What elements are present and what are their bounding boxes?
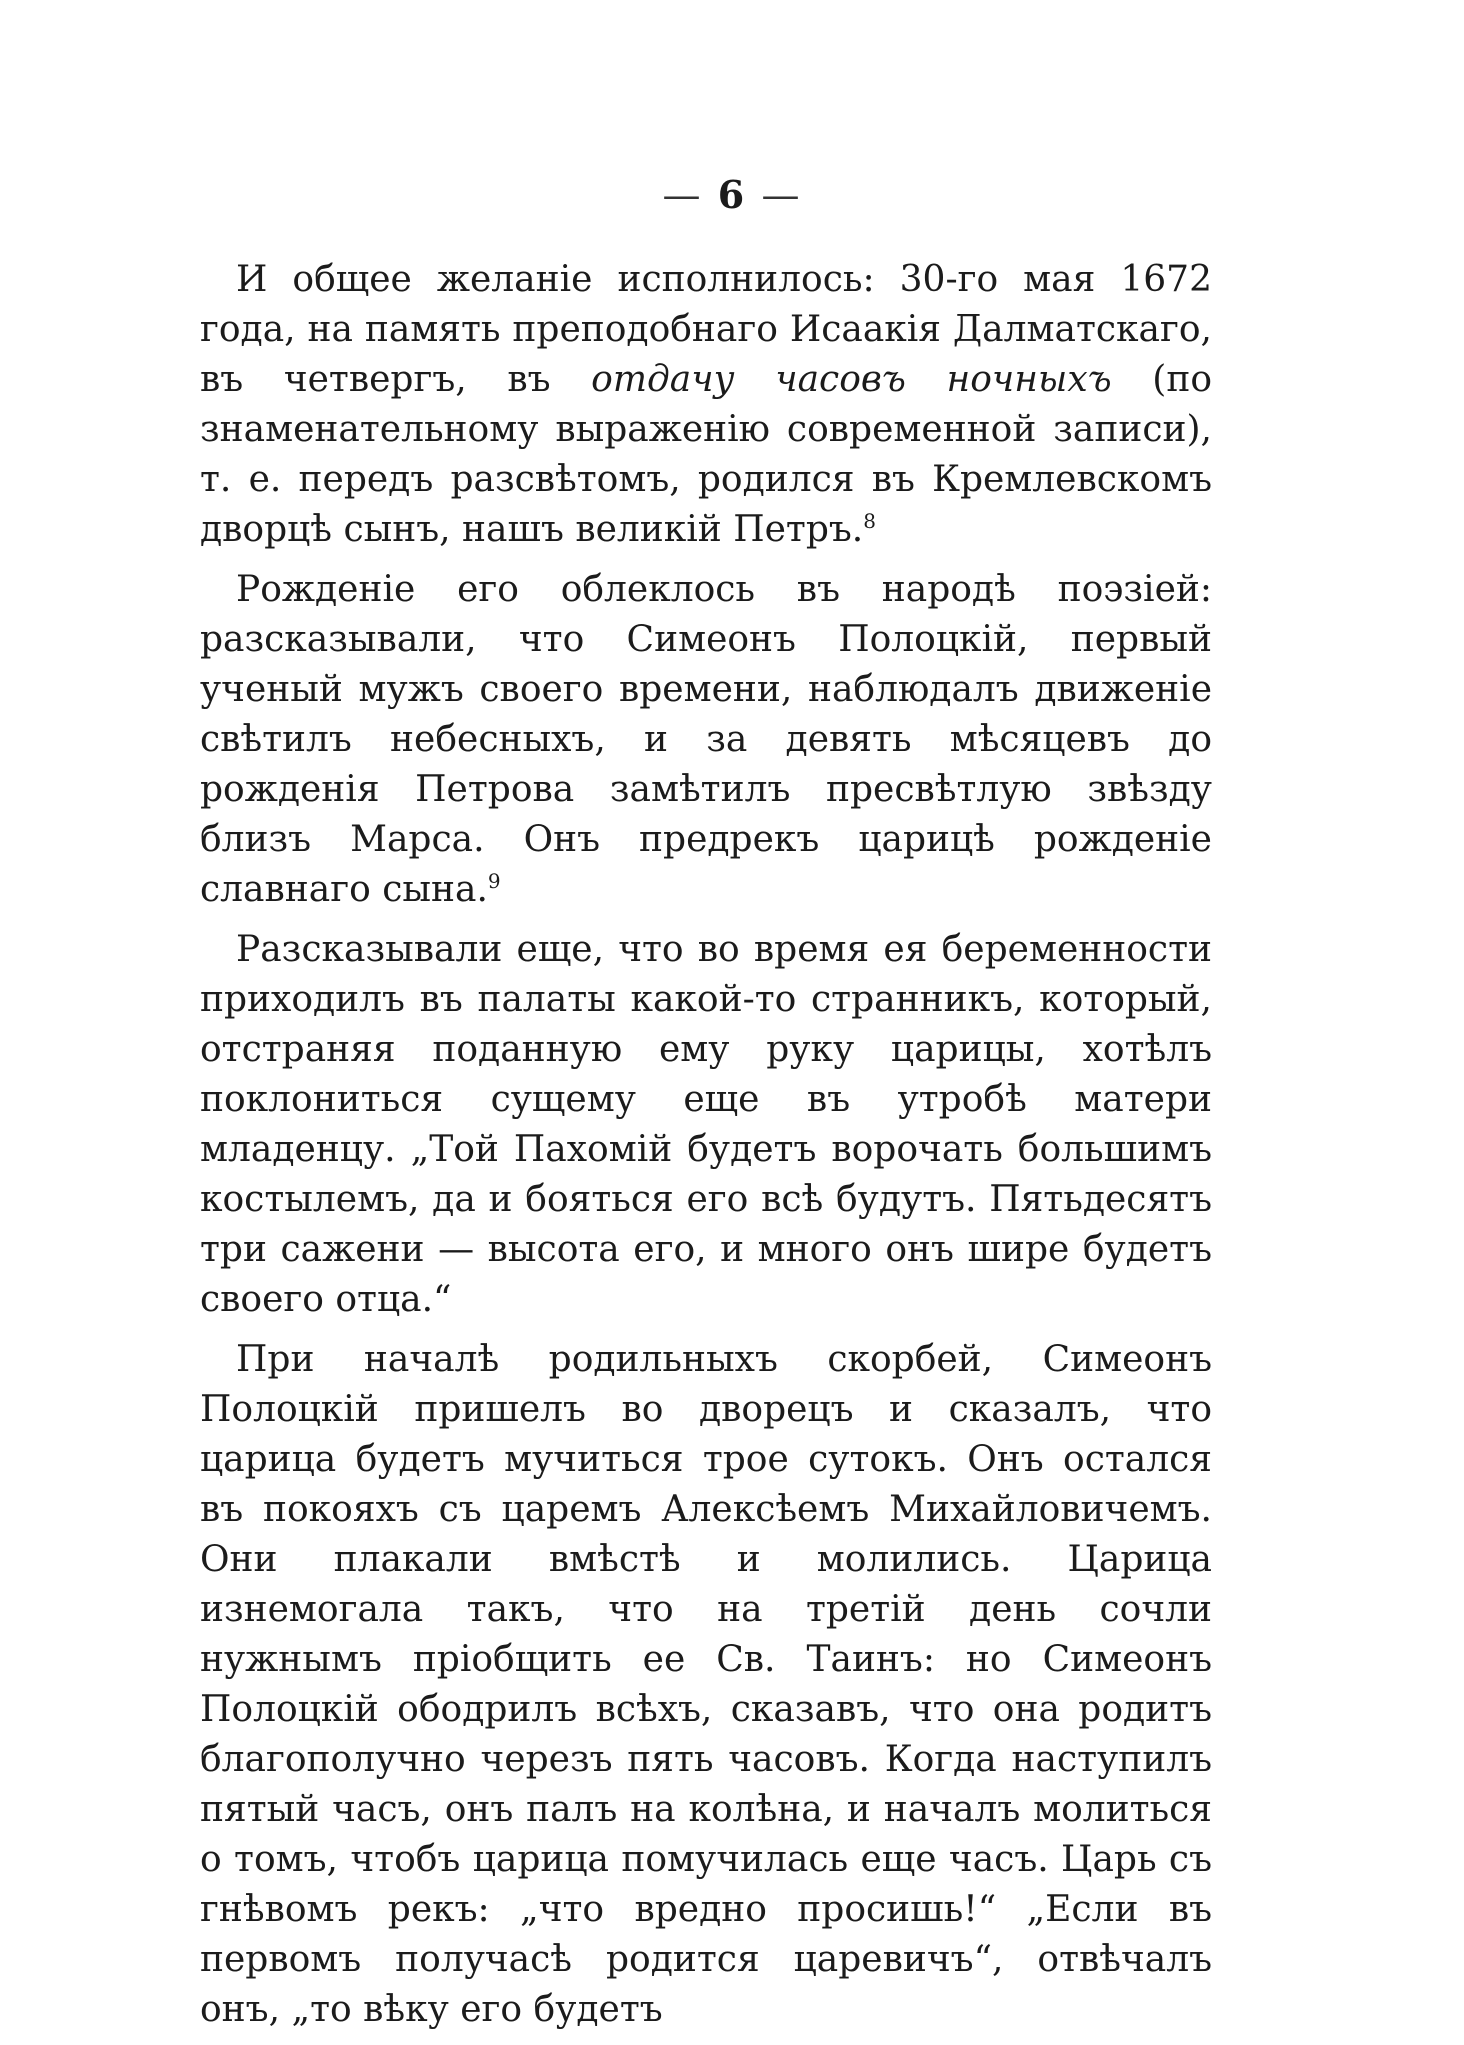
paragraph-2-text: Рожденіе его облеклось въ народѣ поэзіей: разсказывали, что Симеонъ Полоцкій, первый ученый мужъ своего времени, наблюдалъ движеніе свѣтилъ небесныхъ, и за девять мѣсяцевъ до рожденія Петрова замѣтилъ пресвѣтлую звѣзду близъ Марса. Онъ предрекъ царицѣ рожденіе славнаго сына. <box>200 569 1212 910</box>
paragraph-1-italic: отдачу часовъ ночныхъ <box>591 359 1112 400</box>
paragraph-3-text: Разсказывали еще, что во время ея беременности приходилъ въ палаты какой-то странникъ, который, отстраняя поданную ему руку царицы, хотѣлъ поклониться сущему еще въ утробѣ матери младенцу. „Той Пахомій будетъ ворочать большимъ костылемъ, да и бояться его всѣ будутъ. Пятьдесятъ три сажени — высота его, и много онъ шире будетъ своего отца.“ <box>200 929 1212 1320</box>
paragraph-4-text: При началѣ родильныхъ скорбей, Симеонъ Полоцкій пришелъ во дворецъ и сказалъ, что царица будетъ мучиться трое сутокъ. Онъ остался въ покояхъ съ царемъ Алексѣемъ Михайловичемъ. Они плакали вмѣстѣ и молились. Царица изнемогала такъ, что на третій день сочли нужнымъ пріобщить ее Св. Таинъ: но Симеонъ Полоцкій ободрилъ всѣхъ, сказавъ, что она родитъ благополучно черезъ пять часовъ. Когда наступилъ пятый часъ, онъ палъ на колѣна, и началъ молиться о томъ, чтобъ царица помучилась еще часъ. Царь съ гнѣвомъ рекъ: „что вредно просишь!“ „Если въ первомъ получасѣ родится царевичъ“, отвѣчалъ онъ, „то вѣку его будетъ <box>200 1339 1212 2030</box>
page-number-header <box>0 172 1464 217</box>
paragraph-2 <box>200 565 1212 915</box>
body-text <box>200 255 1212 2045</box>
paragraph-4 <box>200 1335 1212 2035</box>
footnote-marker: 9 <box>487 869 501 893</box>
paragraph-1-lead: И общее желаніе исполнилось: 30-го мая 1672 года, на память преподобнаго Исаакія Далматскаго, въ четвергъ, въ <box>200 259 1212 400</box>
paragraph-1 <box>200 255 1212 555</box>
paragraph-1-tail: (по знаменательному выраженію современной записи), т. е. передъ разсвѣтомъ, родился въ Кремлевскомъ дворцѣ сынъ, нашъ великій Петръ. <box>200 359 1212 550</box>
footnote-marker: 8 <box>863 509 876 533</box>
paragraph-3 <box>200 925 1212 1325</box>
page-number-dash-left: — <box>662 173 703 217</box>
page-number: 6 <box>717 172 747 217</box>
page-number-dash-right: — <box>761 173 802 217</box>
